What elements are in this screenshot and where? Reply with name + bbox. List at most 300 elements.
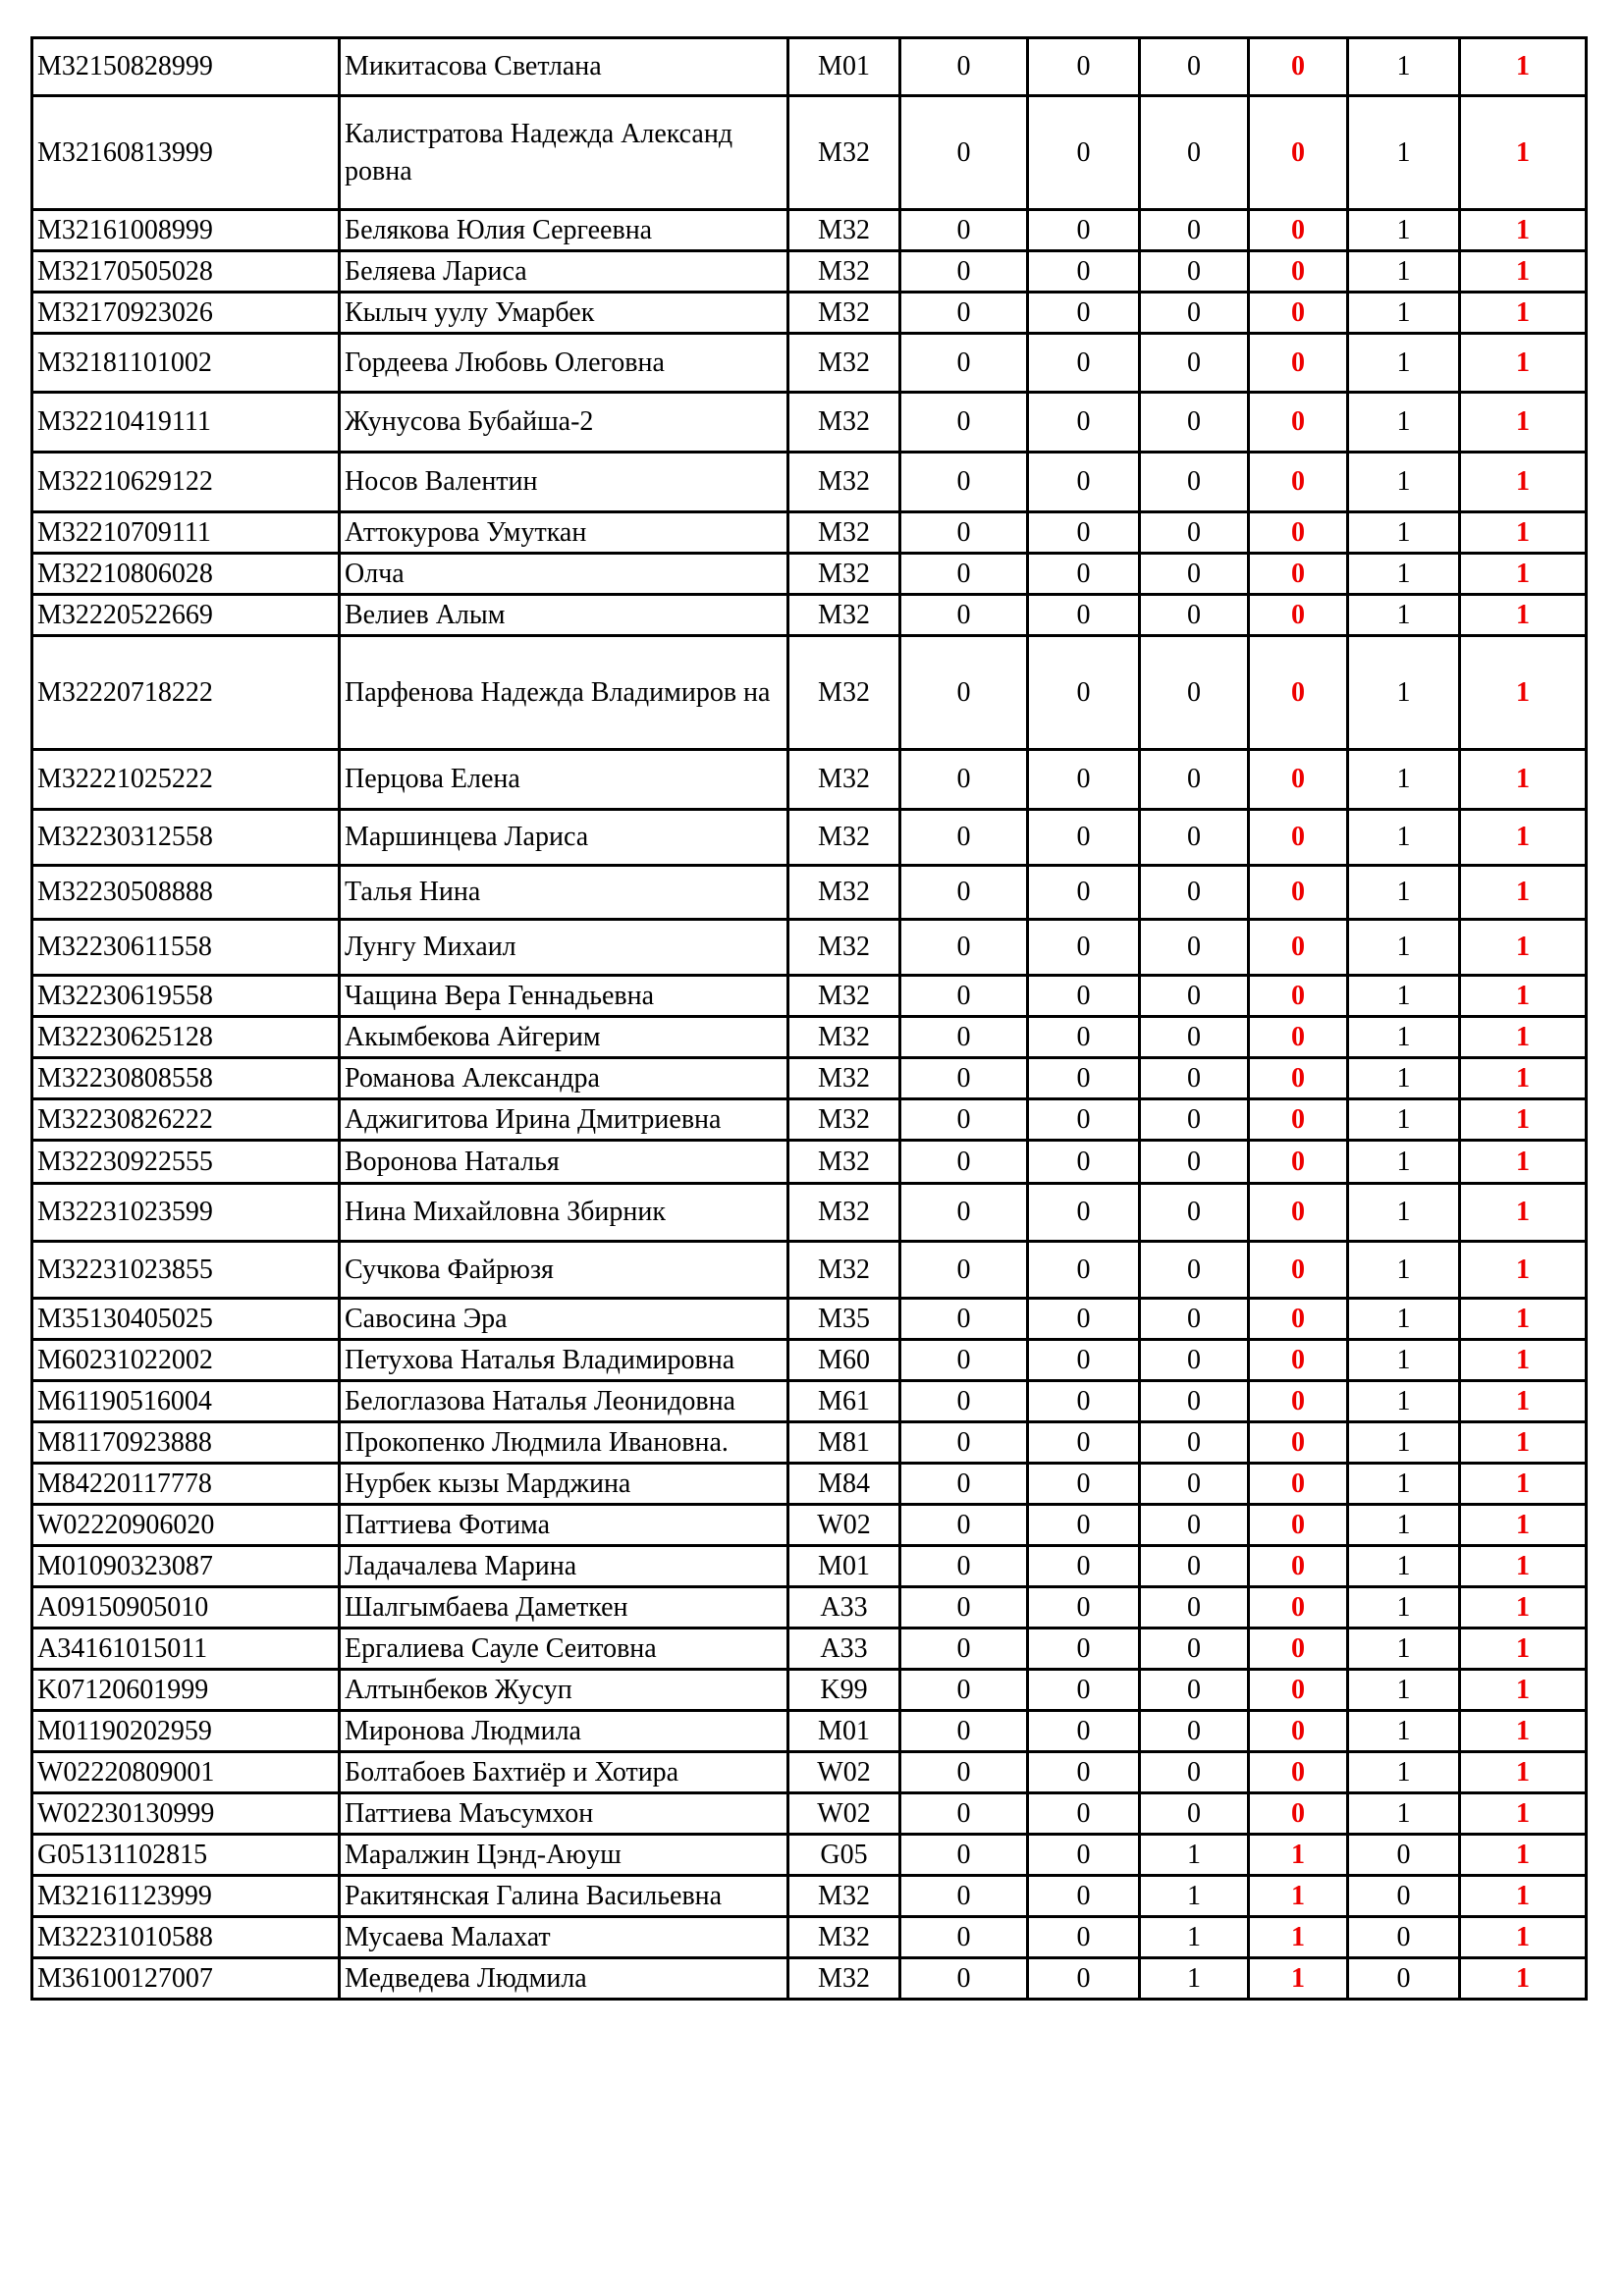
cell-value-3: 0 (1140, 1099, 1249, 1141)
cell-value-4: 0 (1249, 1505, 1348, 1546)
cell-name: Белякова Юлия Сергеевна (340, 210, 788, 251)
cell-name: Нурбек кызы Марджина (340, 1464, 788, 1505)
cell-value-1: 0 (900, 1422, 1028, 1464)
cell-name: Миронова Людмила (340, 1711, 788, 1752)
cell-value-1: 0 (900, 1340, 1028, 1381)
cell-value-5: 1 (1348, 1464, 1460, 1505)
cell-value-1: 0 (900, 1793, 1028, 1835)
cell-value-1: 0 (900, 334, 1028, 393)
cell-code: A33 (788, 1629, 900, 1670)
table-row (32, 1340, 1587, 1381)
cell-value-1: 0 (900, 210, 1028, 251)
cell-id: M84220117778 (32, 1464, 340, 1505)
cell-code: G05 (788, 1835, 900, 1876)
cell-value-3: 0 (1140, 1381, 1249, 1422)
cell-value-2: 0 (1028, 920, 1140, 976)
cell-name: Микитасова Светлана (340, 38, 788, 96)
cell-value-3: 0 (1140, 866, 1249, 920)
cell-value-2: 0 (1028, 38, 1140, 96)
cell-value-1: 0 (900, 920, 1028, 976)
cell-value-5: 1 (1348, 512, 1460, 554)
cell-name: Носов Валентин (340, 453, 788, 512)
cell-value-1: 0 (900, 38, 1028, 96)
cell-code: M60 (788, 1340, 900, 1381)
cell-id: M32210709111 (32, 512, 340, 554)
cell-value-6: 1 (1460, 920, 1587, 976)
table-row (32, 393, 1587, 453)
cell-value-5: 1 (1348, 636, 1460, 750)
cell-value-2: 0 (1028, 750, 1140, 810)
cell-code: M01 (788, 1546, 900, 1587)
cell-value-6: 1 (1460, 810, 1587, 866)
cell-id: M32170505028 (32, 251, 340, 293)
cell-value-1: 0 (900, 595, 1028, 636)
table-row (32, 1752, 1587, 1793)
cell-id: M32230619558 (32, 976, 340, 1017)
cell-id: A34161015011 (32, 1629, 340, 1670)
cell-name: Прокопенко Людмила Ивановна. (340, 1422, 788, 1464)
table-row (32, 1099, 1587, 1141)
cell-value-4: 0 (1249, 1670, 1348, 1711)
cell-value-6: 1 (1460, 1587, 1587, 1629)
cell-value-3: 0 (1140, 976, 1249, 1017)
cell-value-1: 0 (900, 1242, 1028, 1299)
cell-value-5: 1 (1348, 1058, 1460, 1099)
cell-value-5: 1 (1348, 251, 1460, 293)
table-row (32, 1505, 1587, 1546)
cell-value-3: 0 (1140, 1242, 1249, 1299)
cell-value-2: 0 (1028, 866, 1140, 920)
cell-value-3: 0 (1140, 1299, 1249, 1340)
cell-code: M32 (788, 1017, 900, 1058)
cell-value-4: 0 (1249, 1587, 1348, 1629)
cell-value-6: 1 (1460, 1099, 1587, 1141)
cell-code: M32 (788, 1958, 900, 2000)
cell-value-6: 1 (1460, 1876, 1587, 1917)
cell-name: Ладачалева Марина (340, 1546, 788, 1587)
cell-value-5: 1 (1348, 210, 1460, 251)
cell-value-4: 0 (1249, 1381, 1348, 1422)
cell-value-6: 1 (1460, 453, 1587, 512)
cell-value-3: 1 (1140, 1876, 1249, 1917)
cell-value-3: 0 (1140, 920, 1249, 976)
cell-value-5: 1 (1348, 453, 1460, 512)
cell-value-5: 1 (1348, 1505, 1460, 1546)
cell-value-4: 0 (1249, 293, 1348, 334)
cell-name: Кылыч уулу Умарбек (340, 293, 788, 334)
cell-id: M32231023599 (32, 1184, 340, 1242)
cell-value-1: 0 (900, 1917, 1028, 1958)
cell-value-2: 0 (1028, 1670, 1140, 1711)
table-row (32, 636, 1587, 750)
cell-value-2: 0 (1028, 1141, 1140, 1184)
cell-value-5: 1 (1348, 1422, 1460, 1464)
table-row (32, 595, 1587, 636)
cell-name: Белоглазова Наталья Леонидовна (340, 1381, 788, 1422)
cell-value-4: 0 (1249, 1299, 1348, 1340)
cell-name: Жунусова Бубайша-2 (340, 393, 788, 453)
cell-code: M32 (788, 750, 900, 810)
cell-code: M32 (788, 866, 900, 920)
cell-id: M32220718222 (32, 636, 340, 750)
cell-id: M32161008999 (32, 210, 340, 251)
cell-value-3: 0 (1140, 1793, 1249, 1835)
cell-value-3: 0 (1140, 96, 1249, 210)
cell-name: Петухова Наталья Владимировна (340, 1340, 788, 1381)
cell-code: M32 (788, 810, 900, 866)
cell-value-2: 0 (1028, 1464, 1140, 1505)
cell-id: W02230130999 (32, 1793, 340, 1835)
cell-value-2: 0 (1028, 1017, 1140, 1058)
cell-value-5: 1 (1348, 595, 1460, 636)
cell-value-6: 1 (1460, 1381, 1587, 1422)
table-row (32, 1141, 1587, 1184)
table-row (32, 210, 1587, 251)
cell-value-1: 0 (900, 1587, 1028, 1629)
cell-value-3: 0 (1140, 334, 1249, 393)
cell-value-4: 0 (1249, 1629, 1348, 1670)
cell-value-2: 0 (1028, 453, 1140, 512)
cell-value-5: 1 (1348, 1242, 1460, 1299)
cell-code: M81 (788, 1422, 900, 1464)
cell-id: M01190202959 (32, 1711, 340, 1752)
table-row (32, 1184, 1587, 1242)
cell-id: M32230611558 (32, 920, 340, 976)
cell-value-5: 0 (1348, 1835, 1460, 1876)
cell-name: Мусаева Малахат (340, 1917, 788, 1958)
cell-value-2: 0 (1028, 1184, 1140, 1242)
cell-name: Парфенова Надежда Владимиров на (340, 636, 788, 750)
cell-value-4: 1 (1249, 1835, 1348, 1876)
cell-value-3: 0 (1140, 554, 1249, 595)
cell-code: A33 (788, 1587, 900, 1629)
cell-value-6: 1 (1460, 595, 1587, 636)
table-row (32, 1422, 1587, 1464)
cell-value-5: 1 (1348, 334, 1460, 393)
cell-code: M35 (788, 1299, 900, 1340)
cell-value-4: 0 (1249, 1242, 1348, 1299)
cell-value-3: 0 (1140, 1752, 1249, 1793)
cell-value-3: 0 (1140, 1340, 1249, 1381)
cell-value-6: 1 (1460, 334, 1587, 393)
cell-value-5: 1 (1348, 1299, 1460, 1340)
cell-value-1: 0 (900, 1184, 1028, 1242)
cell-value-3: 0 (1140, 251, 1249, 293)
table-row (32, 38, 1587, 96)
table-row (32, 1711, 1587, 1752)
cell-value-1: 0 (900, 1381, 1028, 1422)
cell-id: W02220906020 (32, 1505, 340, 1546)
cell-name: Сучкова Файрюзя (340, 1242, 788, 1299)
cell-name: Калистратова Надежда Александ ровна (340, 96, 788, 210)
cell-name: Велиев Алым (340, 595, 788, 636)
cell-value-6: 1 (1460, 38, 1587, 96)
cell-value-5: 1 (1348, 1670, 1460, 1711)
cell-value-2: 0 (1028, 1958, 1140, 2000)
cell-value-4: 0 (1249, 1546, 1348, 1587)
cell-value-6: 1 (1460, 1505, 1587, 1546)
cell-id: M81170923888 (32, 1422, 340, 1464)
cell-value-5: 1 (1348, 976, 1460, 1017)
cell-id: M32220522669 (32, 595, 340, 636)
cell-code: M01 (788, 38, 900, 96)
cell-value-1: 0 (900, 1017, 1028, 1058)
cell-value-3: 0 (1140, 1670, 1249, 1711)
cell-value-1: 0 (900, 1505, 1028, 1546)
cell-value-2: 0 (1028, 512, 1140, 554)
cell-name: Романова Александра (340, 1058, 788, 1099)
cell-value-1: 0 (900, 1464, 1028, 1505)
cell-code: M32 (788, 393, 900, 453)
cell-value-3: 0 (1140, 512, 1249, 554)
cell-id: M61190516004 (32, 1381, 340, 1422)
cell-value-2: 0 (1028, 1793, 1140, 1835)
cell-code: W02 (788, 1505, 900, 1546)
cell-name: Маршинцева Лариса (340, 810, 788, 866)
table-row (32, 1546, 1587, 1587)
cell-value-1: 0 (900, 1711, 1028, 1752)
cell-id: A09150905010 (32, 1587, 340, 1629)
cell-value-2: 0 (1028, 210, 1140, 251)
cell-value-6: 1 (1460, 1242, 1587, 1299)
cell-code: M32 (788, 636, 900, 750)
table-row (32, 512, 1587, 554)
cell-name: Савосина Эра (340, 1299, 788, 1340)
table-row (32, 96, 1587, 210)
cell-value-5: 1 (1348, 1587, 1460, 1629)
cell-code: M32 (788, 976, 900, 1017)
cell-value-2: 0 (1028, 810, 1140, 866)
cell-value-1: 0 (900, 1099, 1028, 1141)
cell-value-2: 0 (1028, 1835, 1140, 1876)
cell-value-4: 0 (1249, 1141, 1348, 1184)
cell-value-5: 1 (1348, 1340, 1460, 1381)
cell-value-1: 0 (900, 1058, 1028, 1099)
cell-value-5: 0 (1348, 1917, 1460, 1958)
cell-value-1: 0 (900, 512, 1028, 554)
cell-value-2: 0 (1028, 293, 1140, 334)
cell-code: K99 (788, 1670, 900, 1711)
cell-value-4: 0 (1249, 976, 1348, 1017)
cell-value-1: 0 (900, 810, 1028, 866)
cell-value-6: 1 (1460, 554, 1587, 595)
results-table (30, 36, 1588, 2001)
cell-value-6: 1 (1460, 636, 1587, 750)
cell-value-6: 1 (1460, 1917, 1587, 1958)
cell-value-6: 1 (1460, 866, 1587, 920)
cell-name: Перцова Елена (340, 750, 788, 810)
cell-value-3: 1 (1140, 1958, 1249, 2000)
cell-value-2: 0 (1028, 976, 1140, 1017)
cell-value-4: 0 (1249, 595, 1348, 636)
cell-code: M32 (788, 96, 900, 210)
cell-value-6: 1 (1460, 1793, 1587, 1835)
cell-name: Аджигитова Ирина Дмитриевна (340, 1099, 788, 1141)
cell-value-2: 0 (1028, 1587, 1140, 1629)
cell-name: Талья Нина (340, 866, 788, 920)
cell-value-4: 0 (1249, 393, 1348, 453)
cell-id: M36100127007 (32, 1958, 340, 2000)
cell-value-4: 0 (1249, 1711, 1348, 1752)
cell-code: M32 (788, 251, 900, 293)
cell-value-6: 1 (1460, 210, 1587, 251)
cell-value-4: 0 (1249, 512, 1348, 554)
cell-id: M32230808558 (32, 1058, 340, 1099)
cell-value-4: 0 (1249, 866, 1348, 920)
cell-value-4: 0 (1249, 1099, 1348, 1141)
cell-name: Аттокурова Умуткан (340, 512, 788, 554)
cell-code: M32 (788, 1876, 900, 1917)
cell-id: K07120601999 (32, 1670, 340, 1711)
cell-value-1: 0 (900, 1670, 1028, 1711)
cell-value-5: 1 (1348, 1017, 1460, 1058)
cell-value-4: 0 (1249, 1752, 1348, 1793)
cell-value-5: 1 (1348, 920, 1460, 976)
table-row (32, 1629, 1587, 1670)
cell-value-5: 1 (1348, 1381, 1460, 1422)
cell-name: Маралжин Цэнд-Аюуш (340, 1835, 788, 1876)
cell-value-3: 0 (1140, 810, 1249, 866)
cell-value-1: 0 (900, 750, 1028, 810)
cell-value-2: 0 (1028, 251, 1140, 293)
cell-value-6: 1 (1460, 1141, 1587, 1184)
table-row (32, 293, 1587, 334)
cell-code: M01 (788, 1711, 900, 1752)
cell-value-3: 0 (1140, 1422, 1249, 1464)
cell-id: M32161123999 (32, 1876, 340, 1917)
cell-value-5: 0 (1348, 1876, 1460, 1917)
cell-id: W02220809001 (32, 1752, 340, 1793)
cell-value-4: 0 (1249, 1464, 1348, 1505)
cell-value-6: 1 (1460, 1299, 1587, 1340)
cell-code: M32 (788, 1242, 900, 1299)
cell-value-3: 0 (1140, 1017, 1249, 1058)
cell-code: M61 (788, 1381, 900, 1422)
cell-value-6: 1 (1460, 1670, 1587, 1711)
cell-value-2: 0 (1028, 1242, 1140, 1299)
cell-code: M32 (788, 920, 900, 976)
cell-value-2: 0 (1028, 1422, 1140, 1464)
cell-name: Нина Михайловна Збирник (340, 1184, 788, 1242)
cell-value-2: 0 (1028, 96, 1140, 210)
cell-value-3: 1 (1140, 1835, 1249, 1876)
cell-value-1: 0 (900, 96, 1028, 210)
cell-id: M60231022002 (32, 1340, 340, 1381)
cell-code: W02 (788, 1752, 900, 1793)
table-row (32, 1917, 1587, 1958)
cell-value-2: 0 (1028, 595, 1140, 636)
cell-id: M32230508888 (32, 866, 340, 920)
cell-name: Шалгымбаева Даметкен (340, 1587, 788, 1629)
cell-value-4: 0 (1249, 554, 1348, 595)
cell-value-6: 1 (1460, 1017, 1587, 1058)
cell-id: M32221025222 (32, 750, 340, 810)
cell-code: M32 (788, 1099, 900, 1141)
cell-code: M32 (788, 512, 900, 554)
cell-id: M35130405025 (32, 1299, 340, 1340)
cell-value-3: 0 (1140, 1629, 1249, 1670)
cell-value-5: 1 (1348, 393, 1460, 453)
cell-value-2: 0 (1028, 1381, 1140, 1422)
cell-value-1: 0 (900, 293, 1028, 334)
cell-value-1: 0 (900, 453, 1028, 512)
table-row (32, 1299, 1587, 1340)
cell-value-1: 0 (900, 1752, 1028, 1793)
cell-code: M32 (788, 1141, 900, 1184)
cell-value-6: 1 (1460, 1340, 1587, 1381)
cell-value-5: 1 (1348, 554, 1460, 595)
cell-code: W02 (788, 1793, 900, 1835)
cell-value-2: 0 (1028, 1711, 1140, 1752)
cell-name: Беляева Лариса (340, 251, 788, 293)
cell-value-1: 0 (900, 1629, 1028, 1670)
cell-id: G05131102815 (32, 1835, 340, 1876)
cell-value-6: 1 (1460, 1711, 1587, 1752)
cell-value-3: 0 (1140, 750, 1249, 810)
cell-value-1: 0 (900, 1958, 1028, 2000)
cell-value-3: 0 (1140, 38, 1249, 96)
table-row (32, 453, 1587, 512)
cell-value-1: 0 (900, 1876, 1028, 1917)
cell-value-2: 0 (1028, 1340, 1140, 1381)
cell-id: M32170923026 (32, 293, 340, 334)
table-row (32, 1670, 1587, 1711)
cell-value-2: 0 (1028, 1099, 1140, 1141)
cell-value-6: 1 (1460, 1752, 1587, 1793)
cell-value-5: 1 (1348, 38, 1460, 96)
cell-value-5: 1 (1348, 1752, 1460, 1793)
cell-value-1: 0 (900, 393, 1028, 453)
table-row (32, 810, 1587, 866)
cell-value-5: 1 (1348, 96, 1460, 210)
cell-value-4: 0 (1249, 1793, 1348, 1835)
cell-value-6: 1 (1460, 512, 1587, 554)
cell-name: Воронова Наталья (340, 1141, 788, 1184)
cell-name: Олча (340, 554, 788, 595)
table-row (32, 866, 1587, 920)
cell-value-1: 0 (900, 636, 1028, 750)
cell-value-6: 1 (1460, 96, 1587, 210)
cell-name: Болтабоев Бахтиёр и Хотира (340, 1752, 788, 1793)
cell-id: M32231010588 (32, 1917, 340, 1958)
cell-value-5: 1 (1348, 810, 1460, 866)
table-row (32, 251, 1587, 293)
cell-value-4: 0 (1249, 1058, 1348, 1099)
cell-value-4: 1 (1249, 1917, 1348, 1958)
cell-value-3: 0 (1140, 453, 1249, 512)
table-row (32, 1242, 1587, 1299)
cell-value-2: 0 (1028, 1752, 1140, 1793)
table-row (32, 1017, 1587, 1058)
cell-code: M32 (788, 210, 900, 251)
cell-value-3: 0 (1140, 636, 1249, 750)
cell-name: Акымбекова Айгерим (340, 1017, 788, 1058)
cell-name: Гордеева Любовь Олеговна (340, 334, 788, 393)
cell-value-6: 1 (1460, 1546, 1587, 1587)
cell-value-4: 0 (1249, 251, 1348, 293)
cell-value-5: 1 (1348, 1629, 1460, 1670)
cell-name: Паттиева Маъсумхон (340, 1793, 788, 1835)
cell-id: M32150828999 (32, 38, 340, 96)
cell-value-2: 0 (1028, 1058, 1140, 1099)
cell-id: M32230922555 (32, 1141, 340, 1184)
cell-value-3: 0 (1140, 1464, 1249, 1505)
cell-code: M32 (788, 1184, 900, 1242)
cell-value-4: 1 (1249, 1876, 1348, 1917)
cell-value-3: 0 (1140, 1184, 1249, 1242)
cell-name: Ракитянская Галина Васильевна (340, 1876, 788, 1917)
cell-value-2: 0 (1028, 1299, 1140, 1340)
